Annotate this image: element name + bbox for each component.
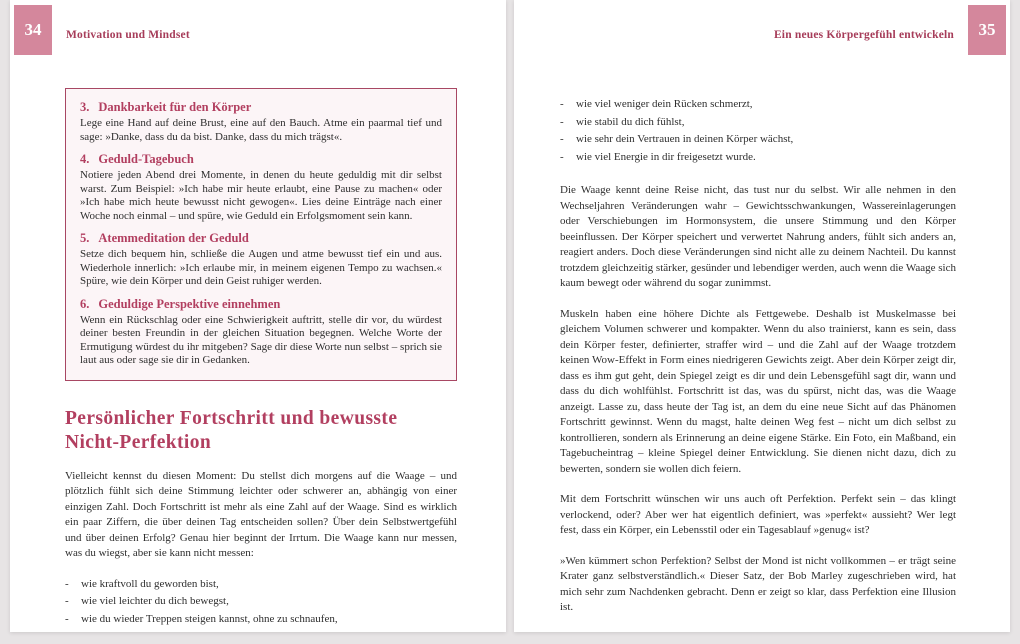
exercise-item-number: 3. (80, 100, 90, 114)
exercise-item-3 (80, 100, 442, 144)
list-item-text: wie sehr dein Vertrauen in deinen Körper wächst, (576, 133, 794, 145)
exercise-item-heading: Geduld-Tagebuch (98, 152, 194, 166)
exercise-item-body: Setze dich bequem hin, schließe die Augen und atme bewusst tief ein und aus. Wiederhole innerlich: »Ich erlaube mir, in meinem eigenen Tempo zu wachsen.« Spüre, wie dein Körper und dein Geist ruhiger werden. (80, 248, 442, 287)
paragraph-moon-quote: »Wen kümmert schon Perfektion? Selbst der Mond ist nicht vollkommen – er trägt seine Krater ganz selbstverständlich.« Dieser Satz, der Bob Marley zugeschrieben wird, hat mich sehr zum Nachdenken gebracht. Denn er zeigt so klar, dass Perfektion eine Illusion ist. (560, 554, 956, 613)
list-item-text: wie viel weniger dein Rücken schmerzt, (576, 98, 753, 110)
page-number-left: 34 (24, 20, 42, 39)
list-item-text: wie viel leichter du dich bewegst, (81, 595, 229, 607)
list-item (560, 149, 956, 167)
list-dash: - (65, 577, 69, 590)
page-left (10, 0, 506, 632)
page-right (514, 0, 1010, 632)
list-item-text: wie stabil du dich fühlst, (576, 115, 685, 128)
exercise-item-title (80, 100, 442, 115)
page-number-tab-right (968, 5, 1006, 55)
exercise-item-number: 6. (80, 296, 90, 311)
running-head-right: Ein neues Körpergefühl entwickeln (773, 29, 954, 41)
exercise-item-heading: Dankbarkeit für den Körper (98, 100, 252, 114)
exercise-item-6 (80, 297, 442, 368)
list-item (560, 114, 956, 132)
exercise-box (65, 88, 457, 381)
exercise-item-heading: Geduldige Perspektive einnehmen (98, 296, 281, 311)
list-item (560, 131, 956, 149)
list-dash: - (65, 612, 69, 625)
section-heading: Persönlicher Fortschritt und bewusste Nicht-Perfektion (65, 407, 398, 453)
list-item-text: wie viel Energie in dir freigesetzt wurde. (576, 150, 756, 163)
list-item (65, 593, 457, 611)
running-head-left: Motivation und Mindset (66, 29, 190, 41)
paragraph-muscle-density: Muskeln haben eine höhere Dichte als Fettgewebe. Deshalb ist Muskelmasse bei gleichem Volumen schwerer und kompakter. Wenn du also trainierst, kann es sein, dass dein Körper fester, definierter, straffer wird – und die Zahl auf der Waage trotzdem keinen Wow-Effekt in Form eines niedrigeren Gewichts zeigt. Aber dein Körper zeigt dir, dass es ihm gut geht, dein Spiegel zeigt es dir und dein Lebensgefühl sagt dir, wann und dass du dich wohlfühlst. Fortschritt ist das, was du spürst, nicht das, was die Waage anzeigt. Lasse zu, dass heute der Tag ist, an dem du eine neue Sicht auf das Phänomen Fortschritt gewinnst. Wenn du magst, halte deinen Weg fest – nicht um dich selbst zu kontrollieren, sondern als Erinnerung an deine eigene Stärke. Ein Foto, ein Maßband, ein Tagebucheintrag – kleine Spiegel deiner Entwicklung. Sie dienen nicht dazu, dich zu bewerten, sondern sie wollen dich feiern. (560, 307, 956, 475)
exercise-item-number: 5. (80, 231, 90, 245)
list-dash: - (65, 595, 69, 607)
exercise-item-body: Wenn ein Rückschlag oder eine Schwierigkeit auftritt, stelle dir vor, du würdest deiner besten Freundin in der gleichen Situation begegnen. Welche Worte der Ermutigung würdest du ihr mitgeben? Sage dir diese Worte nun selbst – sprich sie laut aus oder sage sie dir in Gedanken. (80, 313, 442, 366)
intro-paragraph: Vielleicht kennst du diesen Moment: Du stellst dich morgens auf die Waage – und plötzlich fühlt sich deine Stimmung leichter oder schwerer an, abhängig von einer einzigen Zahl. Doch Fortschritt ist mehr als eine Zahl auf der Waage. Sind es wirklich ein paar Ziffern, die über deinen Tag entscheiden sollen? Über dein Selbstwertgefühl und über deinen Erfolg? Genau hier beginnt der Irrtum. Die Waage kann nur messen, was du wiegst, aber sie kann nicht messen: (65, 469, 457, 559)
left-page-content (65, 88, 457, 628)
exercise-item-title (80, 152, 442, 167)
list-item (65, 611, 457, 629)
body-paragraphs (560, 183, 956, 616)
paragraph-scale-journey: Die Waage kennt deine Reise nicht, das tust nur du selbst. Wir alle nehmen in den Wechseljahren Veränderungen wahr – Gewichtsschwankungen, Wassereinlagerungen oder Verschiebungen im Hormonsystem, die unsere Stimmung und den Körper beeinflussen. Der Körper speichert und verwertet Nahrung anders, fühlt sich anders an, reagiert anders. Doch diese Veränderungen sind nicht alle zu deinem Nachteil. Du kannst trotzdem gleichzeitig stärker, gesünder und lebendiger werden, auch wenn die Waage sich kaum bewegt oder während du sogar zunimmst. (560, 184, 956, 289)
list-dash: - (560, 150, 564, 163)
benefits-list-left (65, 576, 457, 629)
exercise-item-title (80, 231, 442, 246)
benefits-list-right (560, 96, 956, 166)
exercise-item-body: Notiere jeden Abend drei Momente, in denen du heute geduldig mit dir selbst warst. Zum Beispiel: »Ich habe mir heute erlaubt, eine Pause zu machen« oder »Ich habe mich heute bewusst nicht gewogen«. Lies deine Einträge nach einer Woche noch einmal – und spüre, wie Geduld ein Erfolgsmoment sein kann. (80, 169, 442, 222)
right-page-content (560, 96, 956, 616)
exercise-item-4 (80, 152, 442, 223)
list-item-text: wie kraftvoll du geworden bist, (81, 577, 219, 590)
page-number-tab-left (14, 5, 52, 55)
list-dash: - (560, 98, 564, 110)
exercise-item-5 (80, 231, 442, 289)
paragraph-perfection: Mit dem Fortschritt wünschen wir uns auch oft Perfektion. Perfekt sein – das klingt verlockend, oder? Aber wer hat eigentlich definiert, was »perfekt« aussieht? Wer legt fest, dass ein Körper, ein Lebensstil oder ein Tagesablauf »genug« ist? (560, 493, 956, 536)
exercise-item-body: Lege eine Hand auf deine Brust, eine auf den Bauch. Atme ein paarmal tief und sage: »Danke, dass du da bist. Danke, dass du mich trägst«. (80, 117, 442, 143)
exercise-item-number: 4. (80, 152, 90, 166)
list-dash: - (560, 115, 564, 128)
list-dash: - (560, 133, 564, 145)
list-item (560, 96, 956, 114)
list-item (65, 576, 457, 594)
page-number-right: 35 (978, 20, 996, 39)
exercise-item-title (80, 297, 442, 312)
list-item-text: wie du wieder Treppen steigen kannst, ohne zu schnaufen, (81, 612, 338, 625)
exercise-item-heading: Atemmeditation der Geduld (98, 231, 249, 245)
